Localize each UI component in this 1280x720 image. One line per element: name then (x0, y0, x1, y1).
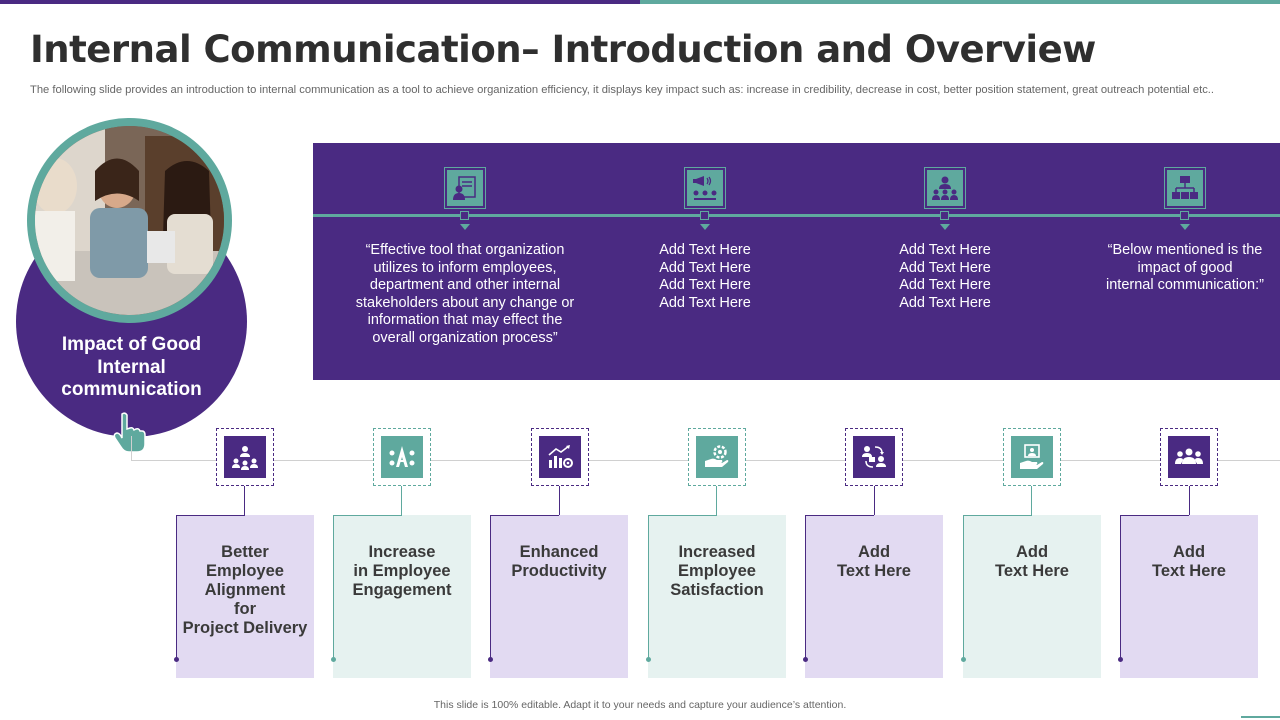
impact-card (176, 515, 314, 678)
card-line: Project Delivery (182, 619, 308, 637)
banner-text-4 (1095, 242, 1275, 295)
card-top-line (490, 515, 559, 516)
banner-line: Add Text Here (899, 242, 991, 258)
org-chart-icon (1164, 167, 1206, 209)
banner-line: Add Text Here (659, 259, 751, 276)
timeline-node (700, 211, 709, 220)
card-edge (1120, 515, 1121, 659)
card-dot (1118, 657, 1123, 662)
banner-line: Add Text Here (899, 294, 991, 311)
banner-text-1 (340, 242, 590, 348)
timeline-node (940, 211, 949, 220)
banner-line: stakeholders about any change or (355, 294, 575, 311)
card-line: Satisfaction (670, 581, 764, 599)
card-line: Text Here (995, 562, 1069, 580)
timeline-pointer (460, 224, 470, 230)
impact-title-line: Internal (97, 356, 166, 378)
card-dot (646, 657, 651, 662)
card-text (337, 543, 467, 600)
top-accent-bar-purple (0, 0, 640, 4)
pointing-hand-icon (113, 412, 147, 454)
card-dot (803, 657, 808, 662)
timeline-node (460, 211, 469, 220)
impact-card (963, 515, 1101, 678)
impact-title-line: communication (61, 379, 202, 400)
impact-card (805, 515, 943, 678)
impact-card (1120, 515, 1258, 678)
card-text (180, 543, 310, 638)
card-line: Employee (206, 562, 284, 580)
timeline-pointer (940, 224, 950, 230)
card-connector (244, 486, 245, 516)
team-leader-icon (924, 167, 966, 209)
card-line: Text Here (1152, 562, 1226, 580)
card-top-line (176, 515, 245, 516)
card-connector (716, 486, 717, 516)
card-line: Better (221, 543, 269, 561)
card-line: Alignment (204, 581, 286, 599)
card-line: Add (857, 543, 891, 561)
banner-line: impact of good (1137, 259, 1233, 276)
card-line: in Employee (353, 562, 451, 580)
page-title: Internal Communication– Introduction and Overview (30, 28, 1096, 71)
card-dot (331, 657, 336, 662)
card-text (494, 543, 624, 581)
banner-line: Add Text Here (659, 294, 751, 311)
impact-card (490, 515, 628, 678)
card-edge (805, 515, 806, 659)
banner-line: internal communication:” (1106, 277, 1264, 294)
page-subtitle: The following slide provides an introduction to internal communication as a tool to achieve organization efficiency, it displays key impact such as: increase in credibility, decrease in cost, better position statement, great outreach potential etc.. (30, 84, 1215, 96)
card-line: Add (1015, 543, 1049, 561)
hand-presentation-icon (1003, 428, 1061, 486)
card-top-line (333, 515, 402, 516)
card-edge (490, 515, 491, 659)
card-top-line (648, 515, 717, 516)
timeline-pointer (700, 224, 710, 230)
card-edge (333, 515, 334, 659)
group-meeting-icon (1160, 428, 1218, 486)
card-connector (559, 486, 560, 516)
card-dot (174, 657, 179, 662)
card-line: Engagement (352, 581, 452, 599)
card-text (652, 543, 782, 600)
card-line: Add (1172, 543, 1206, 561)
megaphone-network-icon (684, 167, 726, 209)
card-line: Employee (678, 562, 756, 580)
card-connector (1031, 486, 1032, 516)
banner-timeline (313, 214, 1280, 217)
card-connector (1189, 486, 1190, 516)
card-connector (874, 486, 875, 516)
banner-line: “Below mentioned is the (1107, 242, 1263, 258)
banner-line: department and other internal (369, 277, 561, 294)
card-line: Increased (678, 543, 756, 561)
impact-title (34, 334, 229, 402)
top-accent-bar-teal (640, 0, 1280, 4)
timeline-node (1180, 211, 1189, 220)
engagement-group-icon (373, 428, 431, 486)
card-line: Text Here (837, 562, 911, 580)
card-dot (488, 657, 493, 662)
team-network-icon (216, 428, 274, 486)
banner-line: overall organization process” (372, 329, 558, 346)
timeline-connector (131, 436, 132, 461)
timeline-pointer (1180, 224, 1190, 230)
card-text (967, 543, 1097, 581)
banner-line: Add Text Here (899, 277, 991, 294)
card-line: Enhanced (519, 543, 599, 561)
card-line: Increase (368, 543, 436, 561)
banner-line: information that may effect the (367, 312, 563, 329)
people-exchange-icon (845, 428, 903, 486)
card-top-line (963, 515, 1032, 516)
card-line: Productivity (511, 562, 607, 580)
banner-line: utilizes to inform employees, (373, 259, 557, 276)
card-edge (963, 515, 964, 659)
banner-line: Add Text Here (659, 242, 751, 258)
corner-accent (1241, 716, 1280, 718)
card-edge (176, 515, 177, 659)
banner-line: “Effective tool that organization (365, 242, 565, 258)
impact-card (648, 515, 786, 678)
growth-chart-gear-icon (531, 428, 589, 486)
banner-line: Add Text Here (659, 277, 751, 294)
footer-note: This slide is 100% editable. Adapt it to your needs and capture your audience’s attention. (433, 699, 847, 711)
presentation-document-icon (444, 167, 486, 209)
banner-text-2 (630, 242, 780, 312)
card-top-line (805, 515, 874, 516)
card-line: for (234, 600, 256, 618)
banner-line: Add Text Here (899, 259, 991, 276)
card-text (1124, 543, 1254, 581)
impact-title-line: Impact of Good (61, 334, 202, 355)
card-text (809, 543, 939, 581)
impact-card (333, 515, 471, 678)
team-photo (35, 126, 224, 315)
card-top-line (1120, 515, 1189, 516)
banner-text-3 (870, 242, 1020, 312)
hand-gear-icon (688, 428, 746, 486)
card-connector (401, 486, 402, 516)
card-dot (961, 657, 966, 662)
card-edge (648, 515, 649, 659)
